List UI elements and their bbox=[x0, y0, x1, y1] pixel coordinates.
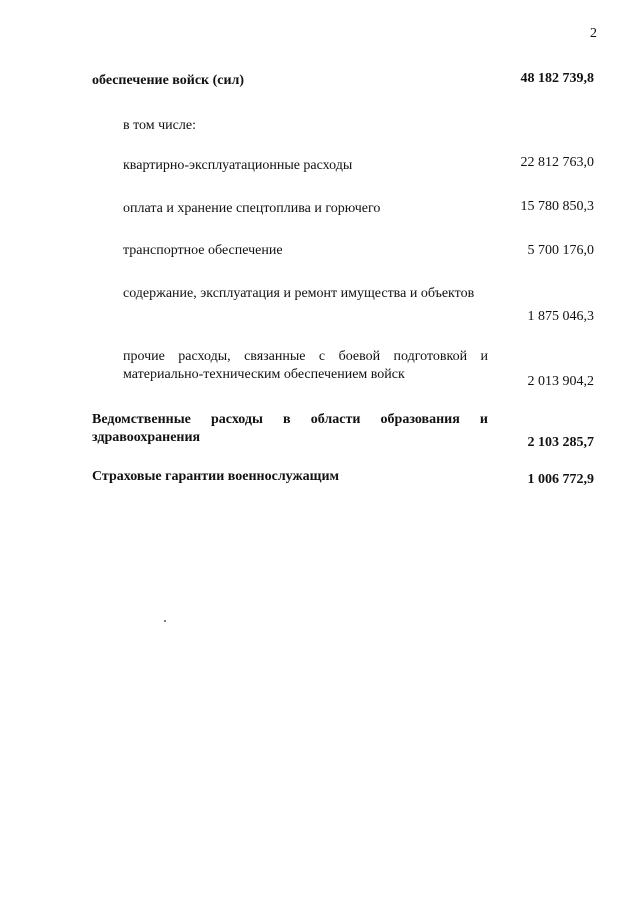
page-number: 2 bbox=[590, 26, 597, 41]
expense-amount: 22 812 763,0 bbox=[520, 155, 594, 170]
expense-amount: 1 875 046,3 bbox=[527, 309, 594, 324]
subsection-label: в том числе: bbox=[123, 118, 196, 133]
expense-label: оплата и хранение спецтоплива и горючего bbox=[123, 201, 381, 216]
expense-label: квартирно-эксплуатационные расходы bbox=[123, 158, 353, 173]
expense-row-insurance bbox=[92, 468, 594, 492]
expense-row-troop-support bbox=[92, 70, 594, 90]
expense-amount: 5 700 176,0 bbox=[527, 243, 594, 258]
expense-amount: 2 013 904,2 bbox=[527, 374, 594, 389]
expense-row-transport bbox=[123, 242, 594, 262]
expense-label: содержание, эксплуатация и ремонт имущества и объектов bbox=[123, 286, 475, 301]
expense-row-housing bbox=[123, 157, 594, 177]
expense-label: прочие расходы, связанные с боевой подготовкой и материально-техническим обеспечением войск bbox=[123, 349, 488, 382]
scan-speck bbox=[164, 620, 166, 622]
expense-amount: 48 182 739,8 bbox=[520, 71, 594, 86]
expense-label: Страховые гарантии военнослужащим bbox=[92, 469, 340, 484]
subsection-intro bbox=[123, 117, 423, 137]
expense-amount: 15 780 850,3 bbox=[520, 199, 594, 214]
expense-row-education-health bbox=[92, 411, 594, 455]
expense-row-maintenance bbox=[123, 285, 594, 329]
expense-row-other bbox=[123, 348, 594, 392]
expense-label: транспортное обеспечение bbox=[123, 243, 283, 258]
expense-label: Ведомственные расходы в области образования и здравоохранения bbox=[92, 412, 488, 445]
expense-amount: 2 103 285,7 bbox=[527, 435, 594, 450]
expense-label: обеспечение войск (сил) bbox=[92, 73, 245, 88]
expense-amount: 1 006 772,9 bbox=[527, 472, 594, 487]
expense-row-fuel bbox=[123, 200, 594, 220]
